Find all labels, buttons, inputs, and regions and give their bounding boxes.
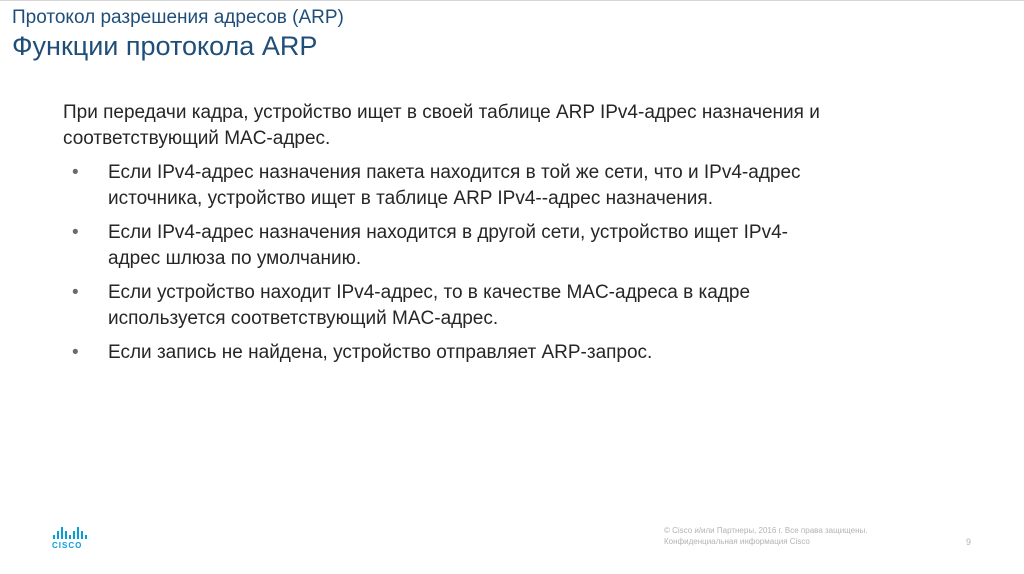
bullet-icon: • [72,282,79,303]
bullet-line-1: Если IPv4-адрес назначения находится в другой сети, устройство ищет IPv4- [108,222,788,243]
cisco-logo-text: CISCO [52,541,83,550]
slide-title: Функции протокола ARP [12,31,318,61]
top-border-line [0,0,1024,1]
bullet-text [108,220,988,272]
bullet-text [108,280,988,332]
footer-copyright: © Cisco и/или Партнеры, 2016 г. Все права защищены. [664,526,868,535]
slide-header [12,6,344,62]
intro-line-2: соответствующий MAC-адрес. [63,128,331,149]
bullet-line-1: Если запись не найдена, устройство отправляет ARP-запрос. [108,342,653,363]
cisco-logo [52,527,92,551]
bullet-line-2: используется соответствующий MAC-адрес. [108,308,499,329]
footer-confidential: Конфиденциальная информация Cisco [664,537,810,546]
intro-line-1: При передачи кадра, устройство ищет в своей таблице ARP IPv4-адрес назначения и [63,102,820,123]
bullet-line-2: адрес шлюза по умолчанию. [108,248,362,269]
bullet-line-1: Если IPv4-адрес назначения пакета находится в той же сети, что и IPv4-адрес [108,162,801,183]
page-number: 9 [966,537,972,547]
bullet-text [108,340,988,366]
intro-paragraph [63,100,993,152]
bullet-icon: • [72,342,79,363]
bullet-line-2: источника, устройство ищет в таблице ARP IPv4--адрес назначения. [108,188,713,209]
slide-subtitle: Протокол разрешения адресов (ARP) [12,7,344,28]
cisco-bars-icon [52,527,92,539]
bullet-line-1: Если устройство находит IPv4-адрес, то в качестве MAC-адреса в кадре [108,282,751,303]
bullet-text [108,160,988,212]
bullet-icon: • [72,222,79,243]
bullet-icon: • [72,162,79,183]
